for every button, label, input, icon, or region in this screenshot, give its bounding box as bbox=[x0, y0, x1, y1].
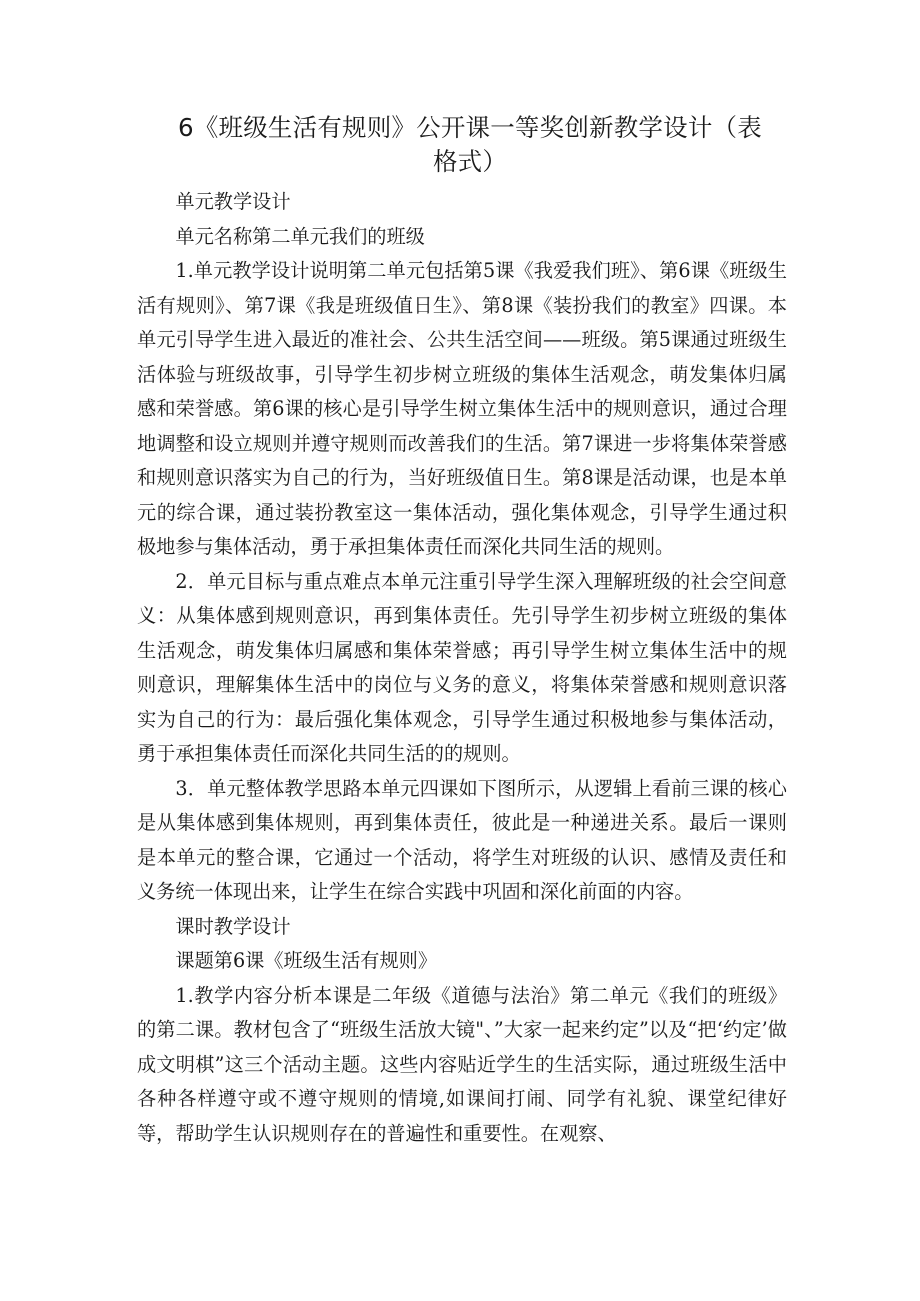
paragraph-unit-approach: 3．单元整体教学思路本单元四课如下图所示，从逻辑上看前三课的核心是从集体感到集体规则，再到集体责任，彼此是一种递进关系。最后一课则是本单元的整合课，它通过一个活动，将学生对班级的认识、感情及责任和义务统一体现出来，让学生在综合实践中巩固和深化前面的内容。 bbox=[137, 776, 787, 903]
paragraph-unit-goals: 2．单元目标与重点难点本单元注重引导学生深入理解班级的社会空间意义：从集体感到规则意识，再到集体责任。先引导学生初步树立班级的集体生活观念，萌发集体归属感和集体荣誉感；再引导学生树立集体生活中的规则意识，理解集体生活中的岗位与义务的意义，将集体荣誉感和规则意识落实为自己的行为：最后强化集体观念，引导学生通过积极地参与集体活动，勇于承担集体责任而深化共同生活的的规则。 bbox=[137, 569, 787, 765]
paragraph-unit-description: 1.单元教学设计说明第二单元包括第5课《我爱我们班》、第6课《班级生活有规则》、第7课《我是班级值日生》、第8课《装扮我们的教室》四课。本单元引导学生进入最近的准社会、公共生活空间——班级。第5课通过班级生活体验与班级故事，引导学生初步树立班级的集体生活观念，萌发集体归属感和荣誉感。第6课的核心是引导学生树立集体生活中的规则意识，通过合理地调整和设立规则并遵守规则而改善我们的生活。第7课进一步将集体荣誉感和规则意识落实为自己的行为，当好班级值日生。第8课是活动课，也是本单元的综合课，通过装扮教室这一集体活动，强化集体观念，引导学生通过积极地参与集体活动，勇于承担集体责任而深化共同生活的规则。 bbox=[137, 259, 787, 558]
unit-name: 单元名称第二单元我们的班级 bbox=[175, 224, 425, 248]
section-heading-lesson-design: 课时教学设计 bbox=[175, 914, 291, 938]
section-heading-unit-design: 单元教学设计 bbox=[175, 190, 291, 213]
document-body bbox=[137, 185, 787, 1151]
document-title: 6《班级生活有规则》公开课一等奖创新教学设计（表格式） bbox=[178, 113, 762, 176]
lesson-topic: 课题第6课《班级生活有规则》 bbox=[175, 949, 438, 972]
paragraph-content-analysis: 1.教学内容分析本课是二年级《道德与法治》第二单元《我们的班级》的第二课。教材包含了“班级生活放大镜"、”大家一起来约定”以及“把‘约定’做成文明棋”这三个活动主题。这些内容贴近学生的生活实际，通过班级生活中各种各样遵守或不遵守规则的情境,如课间打闹、同学有礼貌、课堂纪律好等，帮助学生认识规则存在的普遍性和重要性。在观察、 bbox=[137, 983, 787, 1145]
